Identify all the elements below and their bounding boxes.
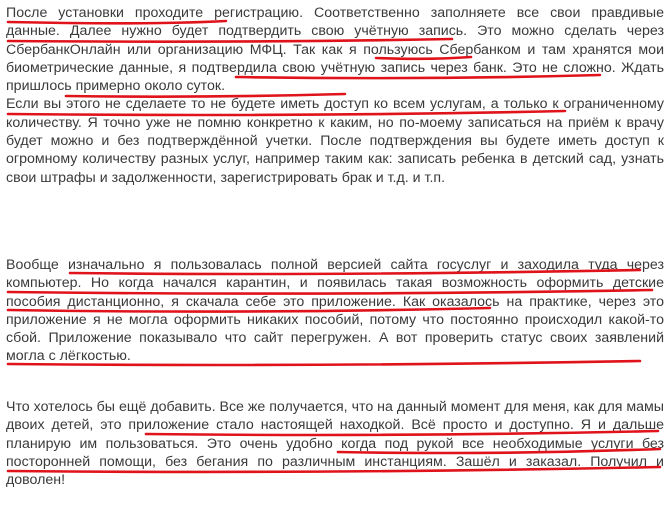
text-line: для мамы двоих детей, это приложение стало настоящей находкой. Всё просто и доступно. [6,399,664,434]
text-line: сложно. Ждать пришлось примерно около суток. [6,59,664,95]
paragraph-registration [6,4,664,187]
text-line: постоянно происходил какой-то сбой. Приложение показывало что сайт перегружен. А [6,311,664,347]
text-line: необходимые услуги без посторонней помощи, без бегания по различным инстанциям. [6,435,664,470]
paragraph-conclusion [6,398,664,489]
text-line: компьютер. Но когда начался карантин, и появилась такая возможность оформить [6,275,604,292]
text-line: Я и дальше планирую им пользоваться. Это очень удобно когда под рукой все [6,417,664,452]
text-line: мои биометрические данные, я подтвердила свою учётную запись через банк. Это не [6,41,664,76]
text-line: записаться на приём к врачу будет можно и без подтверждённой учетки. После [6,114,664,150]
text-line: практике, через это приложение я не могла оформить никаких пособий, потому что [6,293,664,328]
text-line: подтверждения вы будете иметь доступ к огромному количеству разных услуг, например [6,133,665,168]
text-line: таким как: записать ребенка в детский сад, узнать свои штрафы и задолженности, [6,151,664,186]
text-line: Зашёл и заказал. Получил и доволен! [6,453,664,489]
text-line: Что хотелось бы ещё добавить. Все же получается, что на данный момент для меня, как [6,399,595,415]
text-line: вот проверить статус своих заявлений могла с лёгкостью. [6,330,664,365]
text-line: данные. Далее нужно будет подтвердить свою учётную запись. Это можно сделать через [6,23,664,40]
text-line: Если вы этого не сделаете то не будете иметь доступ ко всем услугам, а только к [6,96,559,113]
text-line: Вообще изначально я пользовалась полной версией сайта госуслуг и заходила туда через [6,257,664,273]
text-line: После установки проходите регистрацию. Соответственно заполняете все свои правдивые [6,5,664,21]
text-line: ограниченному количеству. Я точно уже не помню конкретно к каким, но по-моему [6,96,664,131]
text-line: детские пособия дистанционно, я скачала себе это приложение. Как оказалось на [6,275,664,310]
text-line: СбербанкОнлайн или организацию МФЦ. Так как я пользуюсь Сбербанком и там хранятся [6,41,632,58]
text-line: зарегистрировать брак и т.д. и т.п. [220,169,446,186]
paragraph-app-usage [6,256,664,366]
